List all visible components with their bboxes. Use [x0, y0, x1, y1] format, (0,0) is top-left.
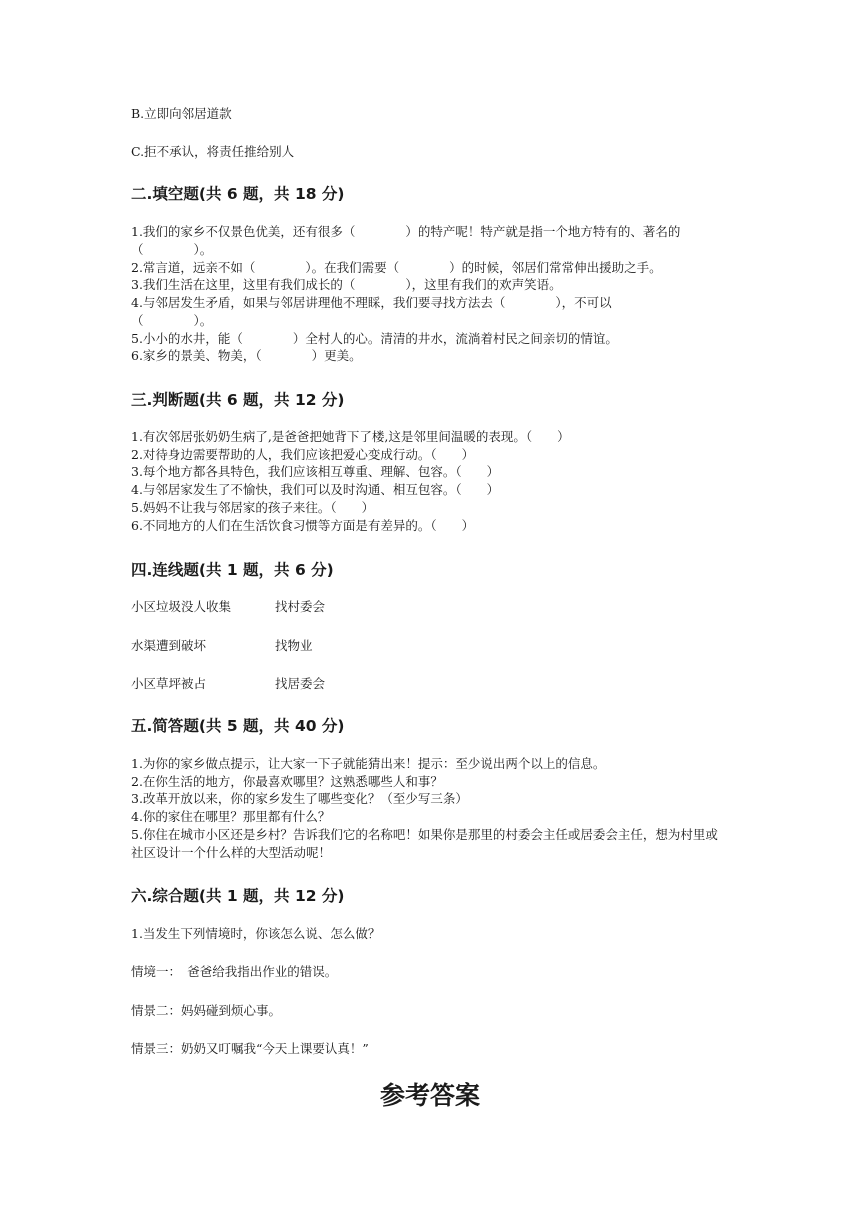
judge-question-6: 6.不同地方的人们在生活饮食习惯等方面是有差异的。（ ）	[131, 518, 475, 533]
judge-question-5: 5.妈妈不让我与邻居家的孩子来往。（ ）	[131, 500, 375, 515]
situation-2: 情景二：妈妈碰到烦心事。	[131, 1003, 282, 1018]
match-left-item: 小区垃圾没人收集	[131, 599, 232, 614]
judge-question-3: 3.每个地方都各具特色，我们应该相互尊重、理解、包容。（ ）	[131, 464, 500, 479]
fill-question-3: 3.我们生活在这里，这里有我们成长的（ ），这里有我们的欢声笑语。	[131, 277, 562, 292]
short-question-4: 4.你的家住在哪里？那里都有什么？	[131, 809, 331, 824]
answer-key-title: 参考答案	[379, 1081, 480, 1110]
fill-question-2: 2.常言道，远亲不如（ ）。在我们需要（ ）的时候，邻居们常常伸出援助之手。	[131, 260, 662, 275]
fill-question-1: 1.我们的家乡不仅景色优美，还有很多（ ）的特产呢！特产就是指一个地方特有的、著名的（ ）。	[131, 224, 681, 257]
match-right-item: 找物业	[275, 638, 313, 653]
option-b: B.立即向邻居道款	[131, 106, 232, 121]
section-short-answer-title: 五.简答题(共 5 题，共 40 分)	[131, 717, 345, 735]
fill-question-6: 6.家乡的景美、物美，（ ）更美。	[131, 348, 362, 363]
match-right-item: 找居委会	[275, 676, 326, 691]
situation-3: 情景三：奶奶又叮嘱我“今天上课要认真！”	[131, 1041, 369, 1056]
situation-1: 情境一： 爸爸给我指出作业的错误。	[131, 964, 338, 979]
fill-question-5: 5.小小的水井，能（ ）全村人的心。清清的井水，流淌着村民之间亲切的情谊。	[131, 331, 618, 346]
section-judgment-title: 三.判断题(共 6 题，共 12 分)	[131, 391, 345, 409]
option-c: C.拒不承认，将责任推给别人	[131, 144, 295, 159]
match-left-item: 小区草坪被占	[131, 676, 207, 691]
short-question-1: 1.为你的家乡做点提示，让大家一下子就能猜出来！提示：至少说出两个以上的信息。	[131, 756, 606, 771]
short-question-3: 3.改革开放以来，你的家乡发生了哪些变化？（至少写三条）	[131, 791, 468, 806]
judge-question-4: 4.与邻居家发生了不愉快，我们可以及时沟通、相互包容。（ ）	[131, 482, 500, 497]
judge-question-2: 2.对待身边需要帮助的人，我们应该把爱心变成行动。（ ）	[131, 447, 475, 462]
section-comprehensive-title: 六.综合题(共 1 题，共 12 分)	[131, 887, 345, 905]
fill-question-4: 4.与邻居发生矛盾，如果与邻居讲理他不理睬，我们要寻找方法去（ ），不可以（ ）。	[131, 295, 612, 328]
match-right-item: 找村委会	[275, 599, 326, 614]
short-question-2: 2.在你生活的地方，你最喜欢哪里？这熟悉哪些人和事？	[131, 774, 443, 789]
section-matching-title: 四.连线题(共 1 题，共 6 分)	[131, 561, 334, 579]
comprehensive-question-1: 1.当发生下列情境时，你该怎么说、怎么做？	[131, 926, 381, 941]
section-fill-blank-title: 二.填空题(共 6 题，共 18 分)	[131, 185, 345, 203]
short-question-5: 5.你住在城市小区还是乡村？告诉我们它的名称吧！如果你是那里的村委会主任或居委会主任，想为村里或社区设计一个什么样的大型活动呢！	[131, 827, 718, 860]
judge-question-1: 1.有次邻居张奶奶生病了,是爸爸把她背下了楼,这是邻里间温暖的表现。（ ）	[131, 429, 570, 444]
match-left-item: 水渠遭到破坏	[131, 638, 207, 653]
